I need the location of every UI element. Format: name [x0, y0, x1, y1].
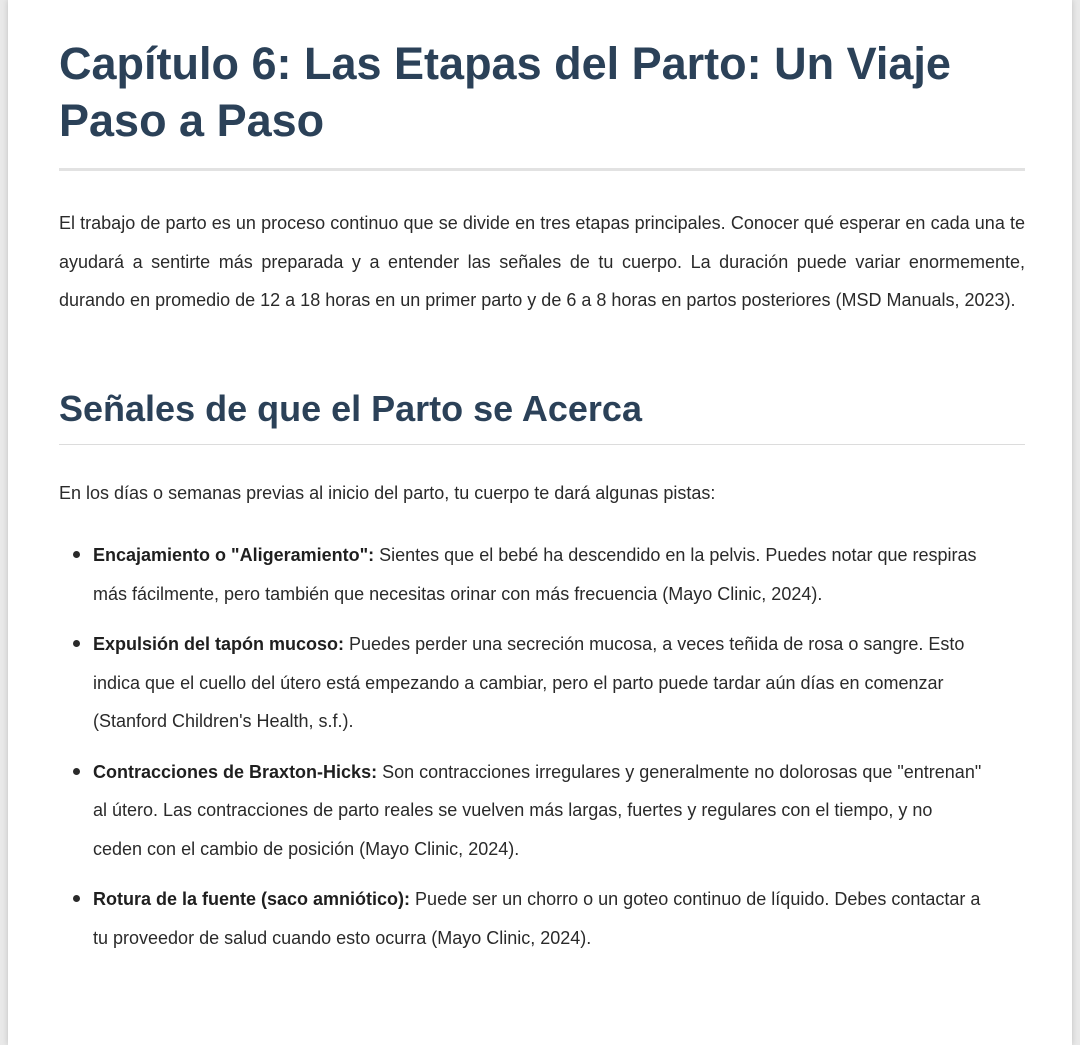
list-item	[93, 880, 1025, 957]
list-item-text: Sientes que el bebé ha descendido en la pelvis. Puedes notar que respiras más fácilmente, pero también que necesitas orinar con más frecuencia (Mayo Clinic, 2024).	[93, 545, 977, 604]
list-item-text: Son contracciones irregulares y generalmente no dolorosas que "entrenan" al útero. Las contracciones de parto reales se vuelven más largas, fuertes y regulares con el tiempo, y no ceden con el cambio de posición (Mayo Clinic, 2024).	[93, 761, 982, 859]
list-item-text: Puedes perder una secreción mucosa, a veces teñida de rosa o sangre. Esto indica que el cuello del útero está empezando a cambiar, pero el parto puede tardar aún días en comenzar (Stanford Children's Health, s.f.).	[93, 634, 965, 731]
list-item-term: Contracciones de Braxton-Hicks:	[93, 761, 378, 782]
bullet-icon	[73, 768, 80, 775]
list-item	[93, 753, 1025, 869]
chapter-title: Capítulo 6: Las Etapas del Parto: Un Viaje Paso a Paso	[59, 35, 1025, 171]
bullet-icon	[73, 551, 80, 558]
intro-paragraph: El trabajo de parto es un proceso continuo que se divide en tres etapas principales. Conocer qué esperar en cada una te ayudará a sentirte más preparada y a entender las señales de tu cuerpo. La duración puede variar enormemente, durando en promedio de 12 a 18 horas en un primer parto y de 6 a 8 horas en partos posteriores (MSD Manuals, 2023).	[59, 213, 1025, 310]
bullet-icon	[73, 895, 80, 902]
signs-list	[59, 536, 1025, 957]
section-heading: Señales de que el Parto se Acerca	[59, 387, 1025, 445]
document-content	[59, 0, 1025, 969]
document-page	[8, 0, 1072, 1045]
section-lead: En los días o semanas previas al inicio del parto, tu cuerpo te dará algunas pistas:	[59, 482, 716, 503]
list-item-term: Expulsión del tapón mucoso:	[93, 634, 345, 654]
bullet-icon	[73, 640, 80, 647]
list-item-term: Rotura de la fuente (saco amniótico):	[93, 889, 411, 909]
list-item-text: Puede ser un chorro o un goteo continuo de líquido. Debes contactar a tu proveedor de salud cuando esto ocurra (Mayo Clinic, 2024).	[93, 889, 981, 948]
list-item-term: Encajamiento o "Aligeramiento":	[93, 545, 375, 565]
list-item	[93, 625, 1025, 741]
list-item	[93, 536, 1025, 613]
